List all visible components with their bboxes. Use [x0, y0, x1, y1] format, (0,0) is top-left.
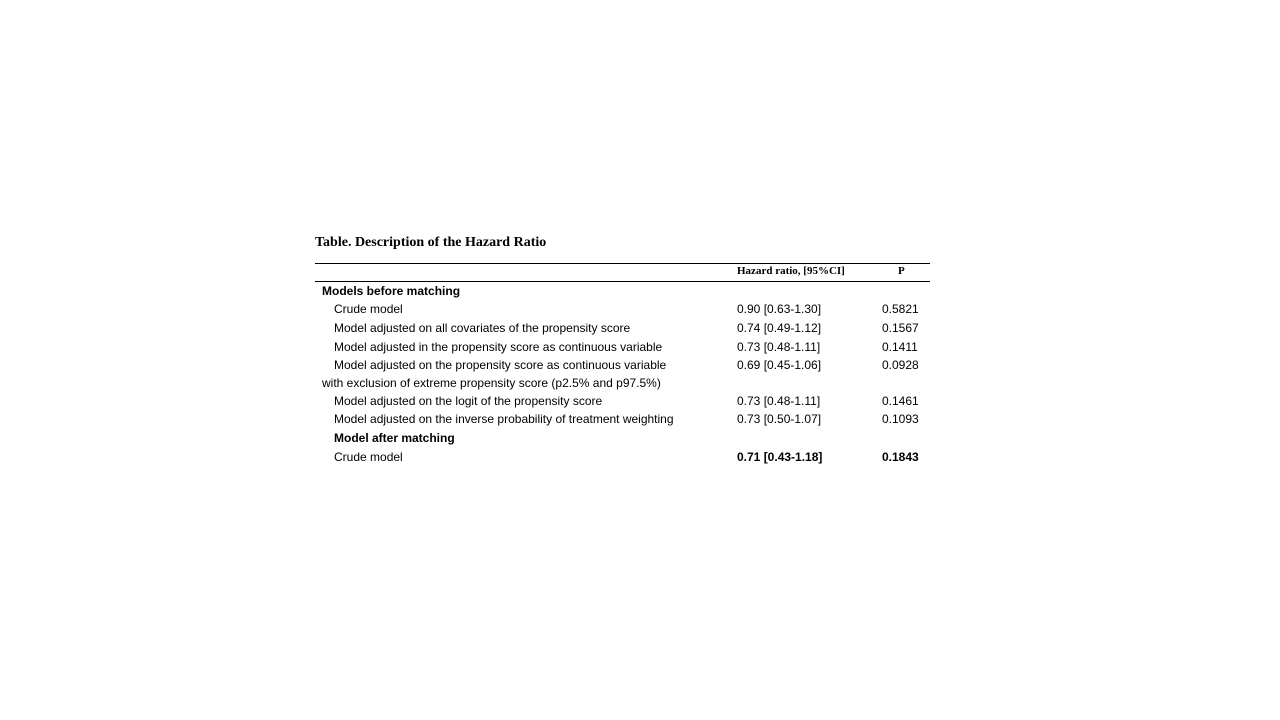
row-p-value: 0.1843	[882, 450, 919, 464]
row-hazard-ratio: 0.73 [0.50-1.07]	[737, 412, 822, 426]
section-title-after-matching: Model after matching	[334, 431, 455, 445]
row-label: Crude model	[334, 302, 403, 316]
table-top-rule	[315, 263, 930, 264]
row-label: Model adjusted on the logit of the propensity score	[334, 394, 603, 408]
table-header-rule	[315, 281, 930, 282]
row-p-value: 0.1093	[882, 412, 919, 426]
row-label: Crude model	[334, 450, 403, 464]
row-hazard-ratio: 0.69 [0.45-1.06]	[737, 358, 822, 372]
row-hazard-ratio: 0.74 [0.49-1.12]	[737, 321, 822, 335]
table-caption: Table. Description of the Hazard Ratio	[315, 235, 547, 250]
row-hazard-ratio: 0.90 [0.63-1.30]	[737, 302, 822, 316]
row-label: Model adjusted on the inverse probability of treatment weighting	[334, 412, 674, 426]
row-label: Model adjusted in the propensity score as continuous variable	[334, 340, 663, 354]
row-hazard-ratio: 0.73 [0.48-1.11]	[737, 340, 821, 354]
header-hazard-ratio: Hazard ratio, [95%CI]	[737, 265, 845, 277]
section-title-before-matching: Models before matching	[322, 284, 461, 298]
row-p-value: 0.5821	[882, 302, 919, 316]
row-label-continuation: with exclusion of extreme propensity score (p2.5% and p97.5%)	[322, 376, 661, 390]
row-p-value: 0.1567	[882, 321, 919, 335]
row-p-value: 0.1411	[882, 340, 918, 354]
row-p-value: 0.0928	[882, 358, 919, 372]
row-hazard-ratio: 0.73 [0.48-1.11]	[737, 394, 821, 408]
row-p-value: 0.1461	[882, 394, 919, 408]
row-label: Model adjusted on the propensity score as continuous variable	[334, 358, 667, 372]
row-label: Model adjusted on all covariates of the propensity score	[334, 321, 631, 335]
row-hazard-ratio: 0.71 [0.43-1.18]	[737, 450, 823, 464]
header-p-value: P	[898, 265, 905, 277]
